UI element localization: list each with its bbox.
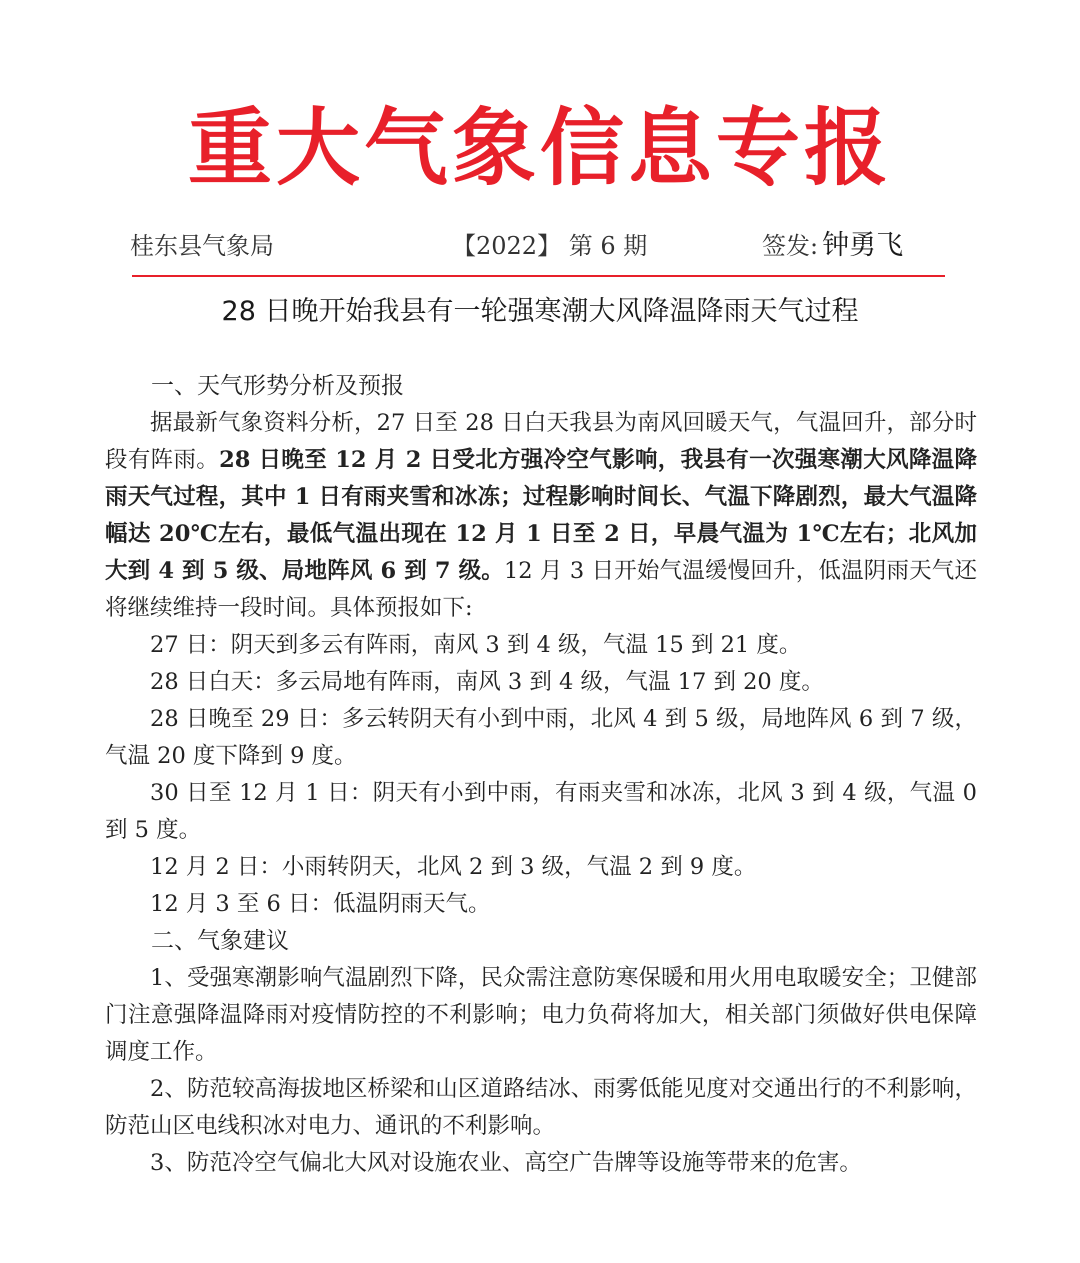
advice-item: 1、受强寒潮影响气温剧烈下降，民众需注意防寒保暖和用火用电取暖安全；卫健部门注意强降温降雨对疫情防控的不利影响；电力负荷将加大，相关部门须做好供电保障调度工作。 bbox=[105, 965, 977, 1065]
section-heading-forecast: 一、天气形势分析及预报 bbox=[151, 373, 404, 399]
advice-item: 3、防范冷空气偏北大风对设施农业、高空广告牌等设施等带来的危害。 bbox=[150, 1150, 862, 1176]
signer-name: 钟勇飞 bbox=[822, 230, 904, 261]
signer-label: 签发: bbox=[762, 232, 819, 260]
report-body bbox=[105, 368, 977, 1182]
forecast-item: 27 日：阴天到多云有阵雨，南风 3 到 4 级，气温 15 到 21 度。 bbox=[150, 632, 802, 658]
forecast-item: 28 日晚至 29 日：多云转阴天有小到中雨，北风 4 到 5 级，局地阵风 6 到 7 级，气温 20 度下降到 9 度。 bbox=[105, 706, 977, 769]
forecast-item: 12 月 3 至 6 日：低温阴雨天气。 bbox=[150, 891, 491, 917]
forecast-item: 28 日白天：多云局地有阵雨，南风 3 到 4 级，气温 17 到 20 度。 bbox=[150, 669, 824, 695]
section-heading-advice: 二、气象建议 bbox=[151, 928, 289, 954]
forecast-item: 30 日至 12 月 1 日：阴天有小到中雨，有雨夹雪和冰冻，北风 3 到 4 级，气温 0 到 5 度。 bbox=[105, 780, 977, 843]
issuer-name: 桂东县气象局 bbox=[130, 232, 274, 260]
report-headline: 28 日晚开始我县有一轮强寒潮大风降温降雨天气过程 bbox=[221, 296, 859, 327]
analysis-outlook: 12 月 3 日开始气温缓慢回升，低温阴雨天气还将继续维持一段时间。具体预报如下: bbox=[105, 558, 977, 621]
forecast-item: 12 月 2 日：小雨转阴天，北风 2 到 3 级，气温 2 到 9 度。 bbox=[150, 854, 757, 880]
red-divider-line bbox=[132, 275, 945, 277]
bulletin-masthead: 重大气象信息专报 bbox=[187, 99, 892, 197]
analysis-paragraph bbox=[105, 405, 977, 627]
signer-block bbox=[762, 226, 903, 266]
analysis-intro: 据最新气象资料分析，27 日至 28 日白天我县为南风回暖天气，气温回升，部分时段有阵雨。 bbox=[105, 410, 977, 473]
issue-number: 【2022】 第 6 期 bbox=[452, 232, 648, 260]
analysis-key-points: 28 日晚至 12 月 2 日受北方强冷空气影响，我县有一次强寒潮大风降温降雨天气过程，其中 1 日有雨夹雪和冰冻；过程影响时间长、气温下降剧烈，最大气温降幅达 20℃左右，最低气温出现在 12 月 1 日至 2 日，早晨气温为 1℃左右；北风加大到 4 到 5 级、局地阵风 6 到 7 级。 bbox=[105, 447, 977, 584]
advice-item: 2、防范较高海拔地区桥梁和山区道路结冰、雨雾低能见度对交通出行的不利影响，防范山区电线积冰对电力、通讯的不利影响。 bbox=[105, 1076, 977, 1139]
